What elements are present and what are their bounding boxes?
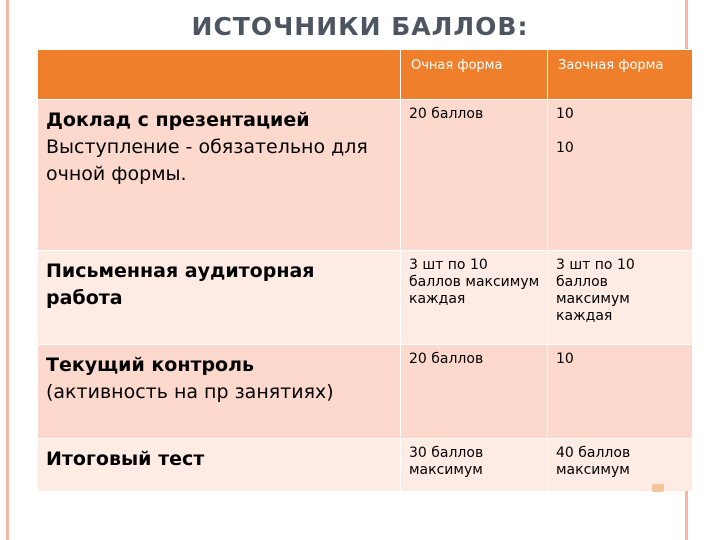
slide-title: ИСТОЧНИКИ БАЛЛОВ: [191, 12, 529, 41]
part-time-value-1: 10 [556, 106, 574, 122]
row-label-cell [38, 251, 401, 345]
row-label-cell [38, 439, 401, 491]
part-time-cell: 10 [548, 345, 692, 439]
header-cell-part-time: Заочная форма [548, 50, 692, 100]
table-header-row [38, 50, 692, 100]
part-time-cell: 40 баллов максимум [548, 439, 692, 491]
row-label-bold: Письменная аудиторная работа [46, 260, 315, 309]
full-time-cell: 30 баллов максимум [401, 439, 548, 491]
table-row [38, 251, 692, 345]
part-time-cell [548, 100, 692, 251]
scores-table [37, 49, 692, 491]
full-time-cell: 20 баллов [401, 345, 548, 439]
row-label-bold: Текущий контроль [46, 354, 255, 376]
slide-frame-left [6, 0, 9, 540]
table-row [38, 100, 692, 251]
decorative-mark [652, 484, 664, 492]
row-label-rest: Выступление - обязательно для очной формы. [46, 136, 368, 185]
row-label-bold: Доклад с презентацией [46, 109, 310, 131]
row-label-cell [38, 100, 401, 251]
full-time-cell: 3 шт по 10 баллов максимум каждая [401, 251, 548, 345]
header-cell-empty [38, 50, 401, 100]
part-time-cell: 3 шт по 10 баллов максимум каждая [548, 251, 692, 345]
table-row [38, 345, 692, 439]
table-row [38, 439, 692, 491]
part-time-value-2: 10 [556, 140, 574, 156]
row-label-bold: Итоговый тест [46, 448, 205, 470]
row-label-cell [38, 345, 401, 439]
full-time-cell: 20 баллов [401, 100, 548, 251]
header-cell-full-time: Очная форма [401, 50, 548, 100]
row-label-rest: (активность на пр занятиях) [46, 381, 334, 403]
